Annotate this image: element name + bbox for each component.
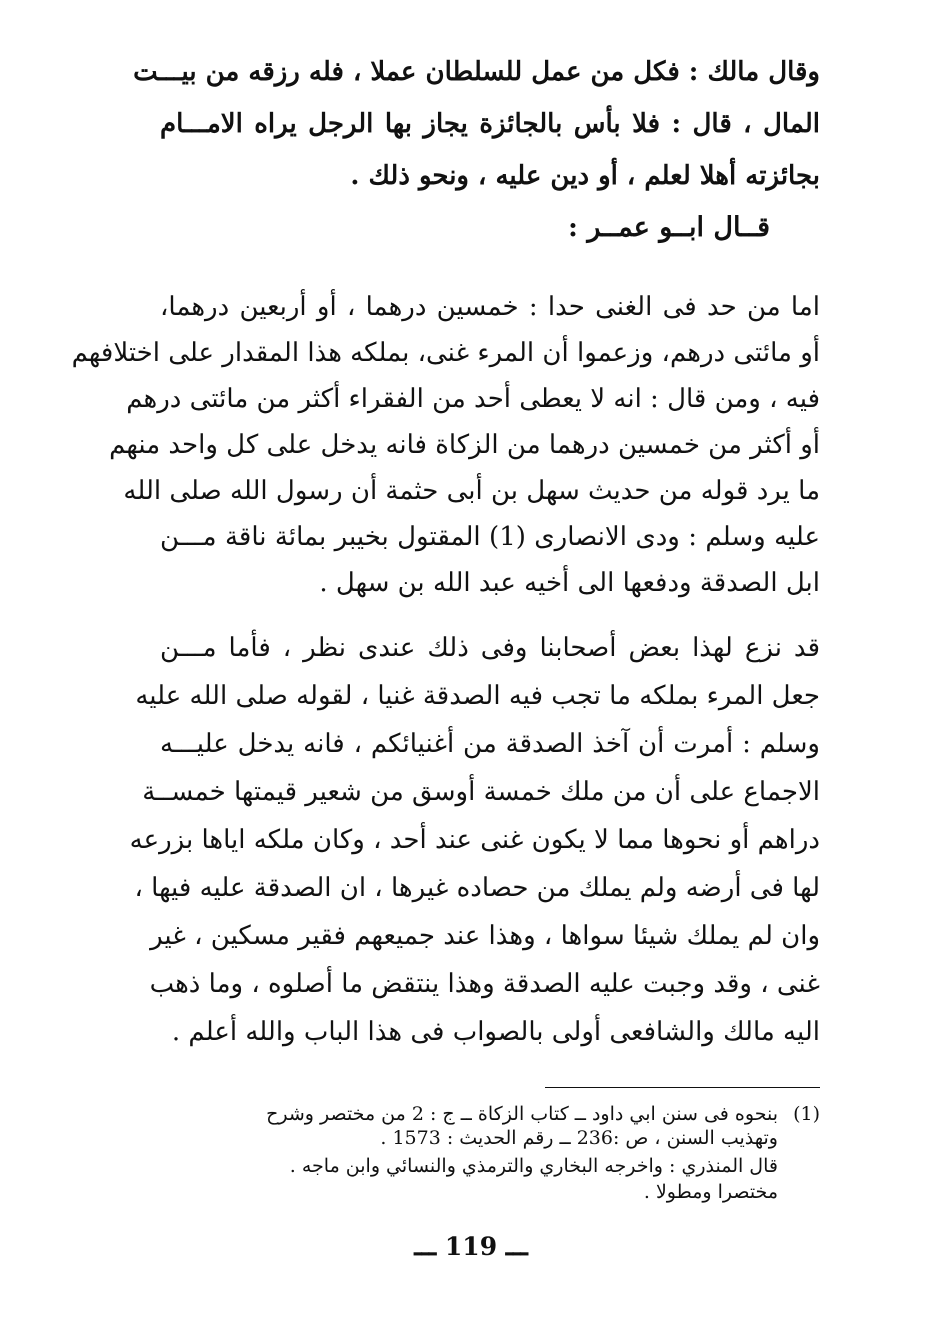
footnote-separator: [545, 1087, 820, 1088]
footnote-text: بنحوه فى سنن ابي داود ــ كتاب الزكاة ــ ج : 2 من مختصر وشرح: [266, 1103, 778, 1125]
paragraph-2-line: ما يرد قوله من حديث سهل بن أبى حثمة أن رسول الله صلى الله: [123, 476, 820, 506]
paragraph-3-line: قد نزع لهذا بعض أصحابنا وفى ذلك عندى نظر ، فأما مـــن: [160, 633, 820, 663]
paragraph-1-line: وقال مالك : فكل من عمل للسلطان عملا ، فله رزقه من بيـــت: [133, 57, 820, 87]
paragraph-3-line: وان لم يملك شيئا سواها ، وهذا عند جميعهم فقير مسكين ، غير: [150, 921, 820, 951]
paragraph-2-line: أو مائتى درهم، وزعموا أن المرء غنى، بملكه هذا المقدار على اختلافهم: [71, 338, 820, 368]
paragraph-3-line: غنى ، وقد وجبت عليه الصدقة وهذا ينتقض ما أصلوه ، وما ذهب: [149, 969, 820, 999]
section-heading: قــال ابــو عمــر :: [568, 212, 770, 243]
footnote-line: وتهذيب السنن ، ص :236 ــ رقم الحديث : 1573 .: [380, 1127, 778, 1149]
footnote-line: قال المنذري : واخرجه البخاري والترمذي والنسائي وابن ماجه .: [289, 1155, 778, 1177]
page-number: ـــ 119 ـــ: [414, 1232, 528, 1261]
footnote-number: (1): [793, 1103, 820, 1125]
paragraph-3-line: لها فى أرضه ولم يملك من حصاده غيرها ، ان الصدقة عليه فيها ،: [134, 873, 820, 903]
paragraph-3-line: اليه مالك والشافعى أولى بالصواب فى هذا الباب والله أعلم .: [171, 1017, 820, 1047]
paragraph-3-line: جعل المرء بملكه ما تجب فيه الصدقة غنيا ، لقوله صلى الله عليه: [135, 681, 820, 711]
paragraph-1-line: بجائزته أهلا لعلم ، أو دين عليه ، ونحو ذلك .: [350, 161, 820, 191]
footnote-line: [155, 1102, 820, 1126]
paragraph-2-line: أو أكثر من خمسين درهما من الزكاة فانه يدخل على كل واحد منهم: [109, 430, 820, 460]
footnote-line: مختصرا ومطولا .: [643, 1181, 778, 1203]
paragraph-2-line: فيه ، ومن قال : انه لا يعطى أحد من الفقراء أكثر من مائتى درهم: [126, 384, 820, 414]
paragraph-2-line: اما من حد فى الغنى حدا : خمسين درهما ، أو أربعين درهما،: [160, 292, 820, 322]
paragraph-3-line: دراهم أو نحوها مما لا يكون غنى عند أحد ، وكان ملكه اياها بزرعه: [129, 825, 820, 855]
paragraph-2-line: ابل الصدقة ودفعها الى أخيه عبد الله بن سهل .: [319, 568, 820, 598]
paragraph-1-line: المال ، قال : فلا بأس بالجائزة يجاز بها الرجل يراه الامـــام: [160, 109, 820, 139]
paragraph-3-line: الاجماع على أن من ملك خمسة أوسق من شعير قيمتها خمســة: [142, 777, 820, 807]
paragraph-3-line: وسلم : أمرت أن آخذ الصدقة من أغنيائكم ، فانه يدخل عليـــه: [160, 729, 820, 759]
paragraph-2-line: عليه وسلم : ودى الانصارى (1) المقتول بخيبر بمائة ناقة مـــن: [160, 522, 820, 552]
